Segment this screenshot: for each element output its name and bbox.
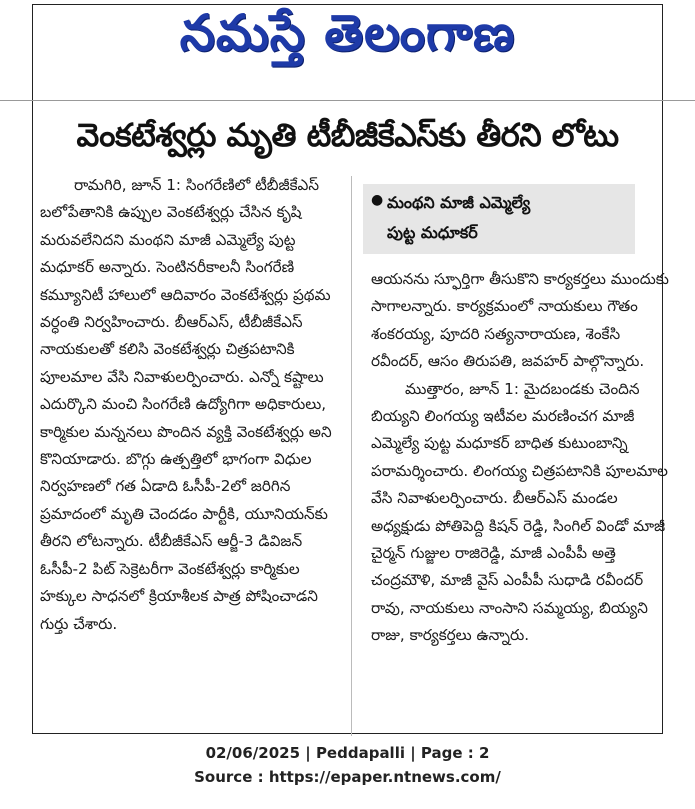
article-column-left	[40, 172, 340, 638]
article-column-right	[371, 266, 673, 650]
article-paragraph: రామగిరి, జూన్ 1: సింగరేణిలో టీబీజీకేఎస్ బలోపేతానికి ఉప్పుల వెంకటేశ్వర్లు చేసిన కృషి మరువలేనిదని మంథని మాజీ ఎమ్మెల్యే పుట్ట మధూకర్ అన్నారు. సెంటినరీకాలనీ సింగరేణి కమ్యూనిటీ హాలులో ఆదివారం వెంకటేశ్వర్లు ప్రథమ వర్ధంతి నిర్వహించారు. బీఆర్ఎస్, టీబీజీకేఎస్ నాయకులతో కలిసి వెంకటేశ్వర్లు చిత్రపటానికి పూలమాల వేసి నివాళులర్పించారు. ఎన్నో కష్టాలు ఎదుర్కొని మంచి సింగరేణి ఉద్యోగిగా అధికారులు, కార్మికుల మన్ననలు పొందిన వ్యక్తి వెంకటేశ్వర్లు అని కొనియాడారు. బొగ్గు ఉత్పత్తిలో భాగంగా విధుల నిర్వహణలో గత ఏడాది ఓసీపీ-2లో జరిగిన ప్రమాదంలో మృతి చెందడం పార్టీకి, యూనియన్‌కు తీరని లోటన్నారు. టీబీజీకేఎస్ ఆర్జీ-3 డివిజన్ ఓసీపీ-2 పిట్ సెక్రెటరీగా వెంకటేశ్వర్లు కార్మికుల హక్కుల సాధనలో క్రియాశీలక పాత్ర పోషించాడని గుర్తు చేశారు.	[40, 176, 332, 633]
article-headline: వెంకటేశ్వర్లు మృతి టీబీజీకేఎస్‌కు తీరని లోటు	[76, 116, 619, 154]
article-paragraph: ఆయనను స్ఫూర్తిగా తీసుకొని కార్యకర్తలు ముందుకు సాగాలన్నారు. కార్యక్రమంలో నాయకులు గౌతం శంకరయ్య, పూదరి సత్యనారాయణ, శెంకేసి రవీందర్, ఆసం తిరుపతి, జవహర్ పాల్గొన్నారు.	[371, 270, 669, 371]
footer-date-edition: 02/06/2025 | Peddapalli | Page : 2	[205, 744, 490, 762]
photo-caption-box	[363, 184, 635, 254]
bullet-icon: ●	[371, 192, 384, 208]
masthead-divider	[0, 100, 695, 101]
footer-source: Source : https://epaper.ntnews.com/	[194, 768, 501, 786]
newspaper-masthead	[0, 0, 695, 86]
article-paragraph: ముత్తారం, జూన్ 1: మైదబండకు చెందిన బియ్యని లింగయ్య ఇటీవల మరణించగ మాజీ ఎమ్మెల్యే పుట్ట మధూకర్ బాధిత కుటుంబాన్ని పరామర్శించారు. లింగయ్య చిత్రపటానికి పూలమాల వేసి నివాళులర్పించారు. బీఆర్ఎస్ మండల అధ్యక్షుడు పోతిపెద్ది కిషన్ రెడ్డి, సింగిల్ విండో మాజీ చైర్మన్ గుజ్జుల రాజిరెడ్డి, మాజీ ఎంపీపీ అత్తె చంద్రమౌళి, మాజీ వైస్ ఎంపీపీ సుధాడి రవీందర్ రావు, నాయకులు నాంసాని సమ్మయ్య, బియ్యని రాజు, కార్యకర్తలు ఉన్నారు.	[371, 379, 668, 645]
masthead-title: నమస్తే తెలంగాణ	[179, 4, 516, 62]
caption-text: మంథని మాజీ ఎమ్మెల్యే పుట్ట మధూకర్	[387, 193, 531, 242]
column-divider	[351, 176, 352, 736]
